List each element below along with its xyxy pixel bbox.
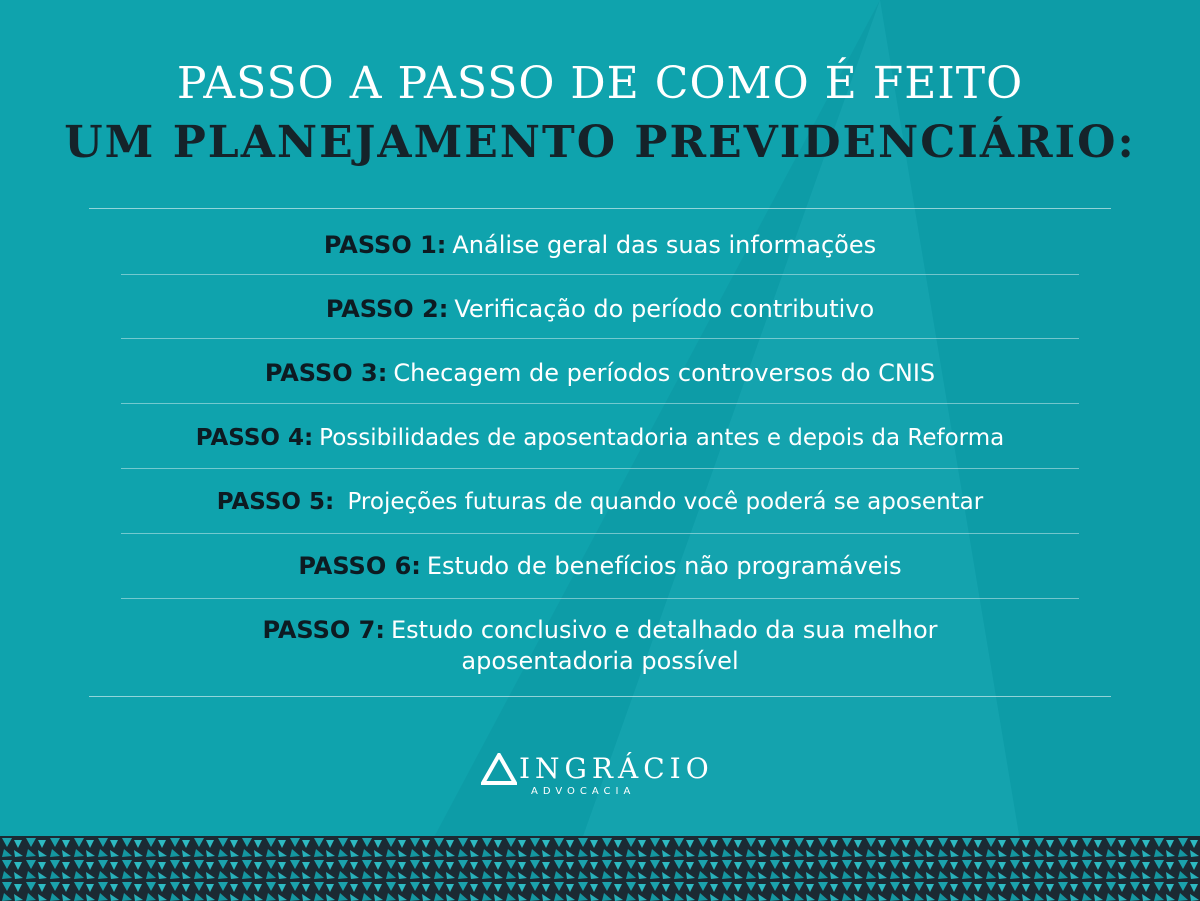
step-label: PASSO 5: <box>216 489 335 515</box>
step-divider <box>121 403 1079 404</box>
step-divider <box>121 468 1079 469</box>
step-7-line-2: aposentadoria possível <box>461 647 739 675</box>
step-label: PASSO 3: <box>264 359 388 387</box>
top-divider <box>89 208 1111 209</box>
step-5 <box>120 487 1080 518</box>
brand-logo <box>0 750 1200 800</box>
step-label: PASSO 2: <box>325 295 449 323</box>
title-line-1: PASSO A PASSO DE COMO É FEITO <box>176 58 1024 109</box>
step-7 <box>120 615 1080 677</box>
step-2 <box>120 294 1080 325</box>
brand-tagline: ADVOCACIA <box>531 786 636 797</box>
step-text: Possibilidades de aposentadoria antes e depois da Reforma <box>319 425 1005 451</box>
step-divider <box>121 338 1079 339</box>
triangle-logo-icon <box>481 753 517 785</box>
step-1 <box>120 230 1080 261</box>
step-divider <box>121 274 1079 275</box>
step-label: PASSO 7: <box>262 616 385 644</box>
step-6 <box>120 551 1080 582</box>
bottom-divider <box>89 696 1111 697</box>
step-label: PASSO 6: <box>298 552 421 580</box>
step-divider <box>121 533 1079 534</box>
step-text: Verificação do período contributivo <box>454 295 875 323</box>
step-divider <box>121 598 1079 599</box>
step-4 <box>120 423 1080 454</box>
title-line-2: UM PLANEJAMENTO PREVIDENCIÁRIO: <box>64 117 1136 168</box>
step-label: PASSO 4: <box>195 425 314 451</box>
step-label: PASSO 1: <box>323 231 447 259</box>
brand-name: INGRÁCIO <box>519 752 714 785</box>
step-text: Checagem de períodos controversos do CNIS <box>393 359 936 387</box>
decorative-triangle-pattern <box>0 836 1200 901</box>
step-text: Análise geral das suas informações <box>452 231 877 259</box>
step-7-line-1 <box>120 615 1080 646</box>
step-text: Projeções futuras de quando você poderá se aposentar <box>340 489 984 515</box>
step-3 <box>120 358 1080 389</box>
step-text: Estudo de benefícios não programáveis <box>426 552 902 580</box>
step-text: Estudo conclusivo e detalhado da sua melhor <box>390 616 938 644</box>
